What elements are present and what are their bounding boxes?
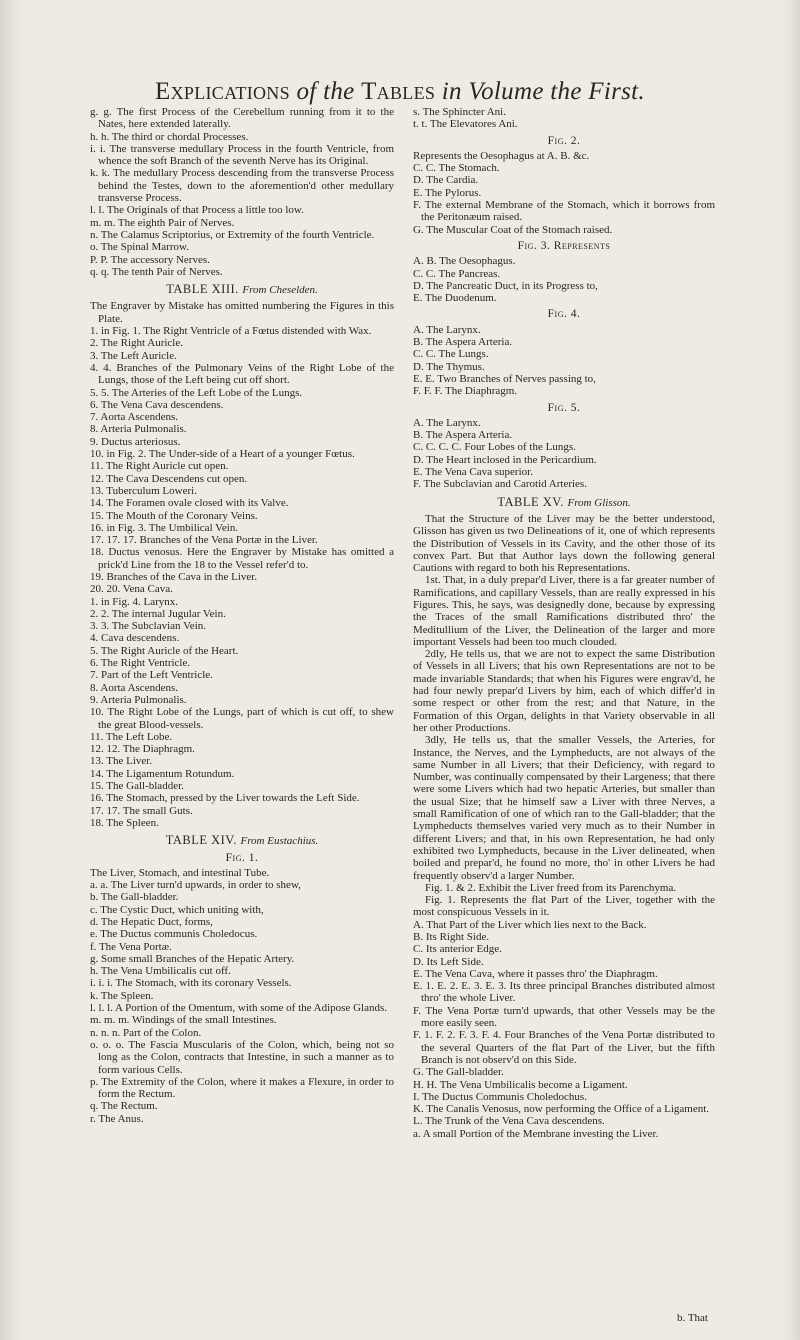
list-item: n. The Calamus Scriptorius, or Extremity of the fourth Ventricle. xyxy=(90,228,375,241)
list-item: e. The Ductus communis Choledocus. xyxy=(90,928,258,941)
list-item: q. The Rectum. xyxy=(90,1100,158,1113)
list-item: C. C. C. C. Four Lobes of the Lungs. xyxy=(413,441,576,454)
list-item: B. The Aspera Arteria. xyxy=(413,336,513,349)
list-item: 14. The Foramen ovale closed with its Valve. xyxy=(90,497,289,510)
list-item: B. Its Right Side. xyxy=(413,931,490,943)
paragraph: 2dly, He tells us, that we are not to expect the same Distribution of Vessels in all Livers; that his own Representations are not to be made invariable Standards; that when his Figures were engrav'd, he had four newly prepar'd Livers by him, each of which differ'd in some respect or other from the rest; and that Nature, in the Formation of this Organ, delights in that Variety observable in all her other Productions. xyxy=(413,648,715,734)
list-item: h. The Vena Umbilicalis cut off. xyxy=(90,965,231,978)
list-item: 5. The Right Auricle of the Heart. xyxy=(90,644,239,657)
list-item: k. k. The medullary Process descending from the transverse Process behind the Testes, down to the aforemention'd other medullary transverse Process. xyxy=(90,167,394,205)
list-item: C. C. The Pancreas. xyxy=(413,267,501,280)
list-item: f. The Vena Portæ. xyxy=(90,940,172,953)
page-fold-shadow xyxy=(0,0,22,1340)
left-column xyxy=(90,106,394,1125)
list-item: 15. The Gall-bladder. xyxy=(90,780,184,793)
list-item: 12. 12. The Diaphragm. xyxy=(90,743,195,756)
list-item: E. The Vena Cava, where it passes thro' the Diaphragm. xyxy=(413,967,658,980)
list-item: D. The Pancreatic Duct, in its Progress to, xyxy=(413,279,598,292)
catchword: b. That xyxy=(677,1312,708,1324)
list-item: n. n. n. Part of the Colon. xyxy=(90,1026,202,1039)
list-item: l. l. l. A Portion of the Omentum, with some of the Adipose Glands. xyxy=(90,1002,387,1015)
list-item: 6. The Right Ventricle. xyxy=(90,657,191,670)
table-source: From Eustachius. xyxy=(240,835,319,848)
list-item: 17. 17. 17. Branches of the Vena Portæ in the Liver. xyxy=(90,534,318,547)
list-item: F. 1. F. 2. F. 3. F. 4. Four Branches of the Vena Portæ distributed to the several Quarters of the flat Part of the Liver, but the fifth Branch is not observ'd on this Side. xyxy=(413,1029,715,1066)
list-item: G. The Gall-bladder. xyxy=(413,1066,504,1079)
list-item: d. The Hepatic Duct, forms, xyxy=(90,916,213,928)
list-item: 19. Branches of the Cava in the Liver. xyxy=(90,570,258,583)
list-item: g. Some small Branches of the Hepatic Artery. xyxy=(90,952,295,965)
list-item: F. The external Membrane of the Stomach, which it borrows from the Peritonæum raised. xyxy=(413,199,715,224)
list-item: m. m. m. Windings of the small Intestines. xyxy=(90,1014,277,1027)
list-item: P. P. The accessory Nerves. xyxy=(90,253,210,266)
list-item: 2. 2. The internal Jugular Vein. xyxy=(90,607,226,620)
list-item: D. The Heart inclosed in the Pericardium. xyxy=(413,453,597,466)
figure-heading: Fig. 5. xyxy=(547,401,581,414)
list-item: 1. in Fig. 1. The Right Ventricle of a Fœtus distended with Wax. xyxy=(90,325,372,338)
list-item: 4. Cava descendens. xyxy=(90,632,180,645)
list-item: D. Its Left Side. xyxy=(413,955,484,968)
page-title xyxy=(0,78,800,106)
list-item: 16. in Fig. 3. The Umbilical Vein. xyxy=(90,521,239,534)
list-item: b. The Gall-bladder. xyxy=(90,891,179,904)
list-item: 9. Ductus arteriosus. xyxy=(90,435,181,448)
list-item: G. The Muscular Coat of the Stomach raised. xyxy=(413,223,613,236)
list-item: C. C. The Lungs. xyxy=(413,348,489,361)
paragraph: That the Structure of the Liver may be the better understood, Glisson has given us two Delineations of it, one of which represents the Distribution of Vessels in its Cavity, and the other those of its convex Part. But that Author lays down the following general Cautions with regard to both his Representations. xyxy=(413,512,715,575)
list-item: A. The Larynx. xyxy=(413,416,481,429)
list-item: q. q. The tenth Pair of Nerves. xyxy=(90,265,223,278)
list-item: 11. The Left Lobe. xyxy=(90,730,173,743)
list-item: 10. in Fig. 2. The Under-side of a Heart of a younger Fœtus. xyxy=(90,448,355,461)
list-item: E. 1. E. 2. E. 3. E. 3. Its three principal Branches distributed almost thro' the whole Liver. xyxy=(413,980,715,1005)
list-item: A. That Part of the Liver which lies next to the Back. xyxy=(413,918,647,931)
title-volume: in Volume the First. xyxy=(441,78,645,105)
list-item: 3. The Left Auricle. xyxy=(90,349,177,362)
list-item: 8. Arteria Pulmonalis. xyxy=(90,423,187,436)
list-item: o. The Spinal Marrow. xyxy=(90,241,189,254)
table-heading xyxy=(413,496,715,509)
list-item: r. The Anus. xyxy=(90,1112,144,1125)
list-item: 18. The Spleen. xyxy=(90,816,159,829)
list-item: 4. 4. Branches of the Pulmonary Veins of the Right Lobe of the Lungs, those of the Left being cut off short. xyxy=(90,361,394,387)
figure-heading: Fig. 2. xyxy=(547,134,581,147)
page-edge-shadow xyxy=(782,0,800,1340)
list-item: C. Its anterior Edge. xyxy=(413,943,502,956)
list-item: 13. The Liver. xyxy=(90,755,153,768)
table-number: TABLE XV. xyxy=(497,494,564,509)
list-item: 5. 5. The Arteries of the Left Lobe of the Lungs. xyxy=(90,386,303,399)
table-source: From Cheselden. xyxy=(242,284,318,297)
table-heading xyxy=(90,283,394,296)
list-item: 11. The Right Auricle cut open. xyxy=(90,460,229,473)
list-item: 12. The Cava Descendens cut open. xyxy=(90,472,248,485)
list-item: i. i. The transverse medullary Process in the fourth Ventricle, from whence the soft Branch of the seventh Nerve has its Original. xyxy=(90,142,394,168)
list-item: p. The Extremity of the Colon, where it makes a Flexure, in order to form the Rectum. xyxy=(90,1075,394,1101)
list-item: k. The Spleen. xyxy=(90,989,154,1002)
table-source: From Glisson. xyxy=(567,496,631,509)
title-of-the: of the xyxy=(296,78,355,105)
list-item: i. i. i. The Stomach, with its coronary Vessels. xyxy=(90,977,292,990)
table-number: TABLE XIII. xyxy=(166,282,239,297)
table-heading xyxy=(90,834,394,847)
list-item: h. h. The third or chordal Processes. xyxy=(90,130,249,143)
right-column xyxy=(413,106,715,1140)
list-item: 16. The Stomach, pressed by the Liver towards the Left Side. xyxy=(90,792,360,805)
list-item: g. g. The first Process of the Cerebellum running from it to the Nates, here extended laterally. xyxy=(90,106,394,131)
list-item: K. The Canalis Venosus, now performing the Office of a Ligament. xyxy=(413,1103,710,1116)
figure-heading: Fig. 1. xyxy=(225,851,259,864)
list-item: E. The Duodenum. xyxy=(413,292,497,305)
list-item: 13. Tuberculum Loweri. xyxy=(90,484,197,497)
paragraph: 1st. That, in a duly prepar'd Liver, there is a far greater number of Ramifications, and capillary Vessels, than are really expressed in his Figures. This, he says, was designedly done, because by expressing the Traces of the small Ramifications distributed thro' the Meditullium of the Liver, the Delineation of the larger and more important Vessels had been too much clouded. xyxy=(413,574,715,648)
list-item: E. The Pylorus. xyxy=(413,186,482,199)
list-item: s. The Sphincter Ani. xyxy=(413,106,506,118)
list-item: l. l. The Originals of that Process a little too low. xyxy=(90,204,304,217)
list-item: 7. Aorta Ascendens. xyxy=(90,411,178,424)
figure-heading: Fig. 3. Represents xyxy=(517,239,611,252)
list-item: L. The Trunk of the Vena Cava descendens. xyxy=(413,1115,605,1128)
list-item: 2. The Right Auricle. xyxy=(90,337,183,350)
list-item: a. A small Portion of the Membrane investing the Liver. xyxy=(413,1127,659,1140)
list-item: 18. Ductus venosus. Here the Engraver by Mistake has omitted a prick'd Line from the 18 to the Vessel refer'd to. xyxy=(90,546,394,571)
list-item: The Engraver by Mistake has omitted numbering the Figures in this Plate. xyxy=(90,300,394,325)
list-item: a. a. The Liver turn'd upwards, in order to shew, xyxy=(90,879,301,892)
list-item: m. m. The eighth Pair of Nerves. xyxy=(90,216,235,229)
list-item: 20. 20. Vena Cava. xyxy=(90,583,173,596)
title-explications: Explications xyxy=(155,78,290,105)
list-item: F. The Subclavian and Carotid Arteries. xyxy=(413,478,587,491)
list-item: B. The Aspera Arteria. xyxy=(413,429,513,442)
list-item: 6. The Vena Cava descendens. xyxy=(90,398,224,411)
list-item: F. The Vena Portæ turn'd upwards, that other Vessels may be the more easily seen. xyxy=(413,1004,715,1030)
list-item: 15. The Mouth of the Coronary Veins. xyxy=(90,509,258,522)
list-item: 7. Part of the Left Ventricle. xyxy=(90,669,213,682)
list-item: C. C. The Stomach. xyxy=(413,162,500,175)
figure-heading: Fig. 4. xyxy=(547,308,581,321)
list-item: 3. 3. The Subclavian Vein. xyxy=(90,620,206,633)
list-item: c. The Cystic Duct, which uniting with, xyxy=(90,903,264,916)
paragraph: 3dly, He tells us, that the smaller Vessels, the Arteries, for Instance, the Nerves, and the Lympheducts, are not always of the same Number in all Livers; that their Deficiency, with regard to Number, was continually compensated by their Largeness; that there were some Livers which had two hepatic Arteries, but smaller than the usual Size; that he himself saw a Liver with three Nerves, a small Ramification of one of which ran to the Gall-bladder; that the Lympheducts themselves varied very much as to their Number in different Livers; and that, in his own Representation, he had only exhibited two Lympheducts, because in the Liver delineated, when boiled and prepar'd, he found no more, tho' in other Livers he had frequently observ'd a larger Number. xyxy=(413,734,715,882)
list-item: A. B. The Oesophagus. xyxy=(413,255,516,268)
list-item: 1. in Fig. 4. Larynx. xyxy=(90,595,178,608)
list-item: o. o. o. The Fascia Muscularis of the Colon, which, being not so long as the Colon, contracts that Intestine, in such a manner as to form various Cells. xyxy=(90,1038,394,1076)
list-item: A. The Larynx. xyxy=(413,323,481,336)
list-item: 14. The Ligamentum Rotundum. xyxy=(90,767,235,780)
paragraph: Fig. 1. & 2. Exhibit the Liver freed from its Parenchyma. xyxy=(425,881,677,894)
list-item: 10. The Right Lobe of the Lungs, part of which is cut off, to shew the great Blood-vessels. xyxy=(90,706,394,731)
paragraph: Fig. 1. Represents the flat Part of the Liver, together with the most conspicuous Vessels in it. xyxy=(413,894,715,919)
list-item: D. The Thymus. xyxy=(413,360,485,373)
list-item: E. E. Two Branches of Nerves passing to, xyxy=(413,372,596,385)
list-item: t. t. The Elevatores Ani. xyxy=(413,118,518,131)
list-item: The Liver, Stomach, and intestinal Tube. xyxy=(90,866,270,879)
table-number: TABLE XIV. xyxy=(165,833,237,848)
list-item: H. H. The Vena Umbilicalis become a Ligament. xyxy=(413,1078,628,1091)
list-item: F. F. F. The Diaphragm. xyxy=(413,385,518,398)
list-item: 17. 17. The small Guts. xyxy=(90,804,193,817)
list-item: 8. Aorta Ascendens. xyxy=(90,681,178,694)
list-item: E. The Vena Cava superior. xyxy=(413,466,533,479)
list-item: D. The Cardia. xyxy=(413,174,479,187)
list-item: 9. Arteria Pulmonalis. xyxy=(90,693,187,706)
list-item: I. The Ductus Communis Choledochus. xyxy=(413,1090,587,1103)
title-tables: Tables xyxy=(361,78,436,105)
list-item: Represents the Oesophagus at A. B. &c. xyxy=(413,149,590,162)
